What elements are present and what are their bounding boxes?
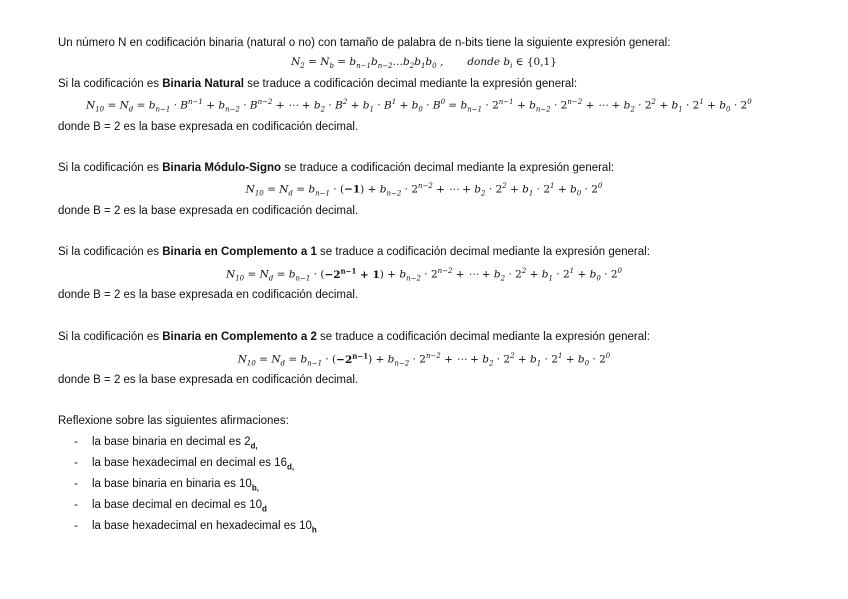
list-item: - la base hexadecimal en hexadecimal es $10_h$	[74, 520, 317, 535]
c1-formula: $N_{10} = N_d = b_{n-1} \cdot (-2^{n-1} + 1) + b_{n-2} \cdot 2^{n-2}$ + ⋯ + $b_2 \cdot 2^2 + b_1 \cdot 2^1 + b_0 \cdot 2^0$	[226, 266, 622, 283]
reflect-heading: Reflexione sobre las siguientes afirmaciones:	[58, 415, 289, 427]
natural-note: donde B = 2 es la base expresada en codificación decimal.	[58, 121, 359, 133]
general-binary-formula: $N_2 = N_b$ = $b_{n-1}b_{n-2}\dots b_2b_1b_0$ , donde $b_i$ ∈ {0,1}	[291, 56, 557, 71]
c2-note: donde B = 2 es la base expresada en codificación decimal.	[58, 374, 359, 386]
natural-intro: Si la codificación es Binaria Natural se traduce a codificación decimal mediante la expresión general:	[58, 78, 578, 90]
natural-term: Binaria Natural	[162, 78, 245, 90]
natural-formula: $N_{10} = N_d = b_{n-1} \cdot B^{n-1} + b_{n-2} \cdot B^{n-2}$ + ⋯ + $b_2 \cdot B^2 + b_1 \cdot B^1 + b_0 \cdot B^0 = b_{n-1} \cdot 2^{n-1} + b_{n-2} \cdot 2^{n-2}$ + ⋯ + $b_2 \cdot 2^2 + b_1 \cdot 2^1 + b_0 \cdot 2^0$	[86, 98, 752, 114]
list-item: - la base hexadecimal en decimal es $16_{d,}$	[74, 457, 295, 472]
c1-note: donde B = 2 es la base expresada en codificación decimal.	[58, 289, 359, 301]
modsign-note: donde B = 2 es la base expresada en codificación decimal.	[58, 205, 359, 217]
c2-intro: Si la codificación es Binaria en Complemento a 2 se traduce a codificación decimal mediante la expresión general:	[58, 331, 650, 343]
c1-term: Binaria en Complemento a 1	[162, 246, 317, 258]
modsign-formula: $N_{10} = N_d = b_{n-1} \cdot (-1) + b_{n-2} \cdot 2^{n-2}$ + ⋯ + $b_2 \cdot 2^2 + b_1 \cdot 2^1 + b_0 \cdot 2^0$	[245, 182, 603, 198]
c2-formula: $N_{10} = N_d = b_{n-1} \cdot (-2^{n-1}) + b_{n-2} \cdot 2^{n-2}$ + ⋯ + $b_2 \cdot 2^2 + b_1 \cdot 2^1 + b_0 \cdot 2^0$	[237, 351, 611, 368]
modsign-term: Binaria Módulo-Signo	[162, 162, 282, 174]
c1-intro: Si la codificación es Binaria en Complemento a 1 se traduce a codificación decimal mediante la expresión general:	[58, 246, 650, 258]
c2-term: Binaria en Complemento a 2	[162, 331, 317, 343]
list-item: - la base decimal en decimal es $10_d$	[74, 499, 267, 514]
list-item: - la base binaria en binaria es $10_{b,}$	[74, 478, 259, 493]
list-item: - la base binaria en decimal es $2_{d,}$	[74, 436, 258, 451]
intro-paragraph: Un número N en codificación binaria (natural o no) con tamaño de palabra de n-bits tiene la siguiente expresión general:	[58, 37, 671, 49]
modsign-intro: Si la codificación es Binaria Módulo-Signo se traduce a codificación decimal mediante la expresión general:	[58, 162, 615, 174]
